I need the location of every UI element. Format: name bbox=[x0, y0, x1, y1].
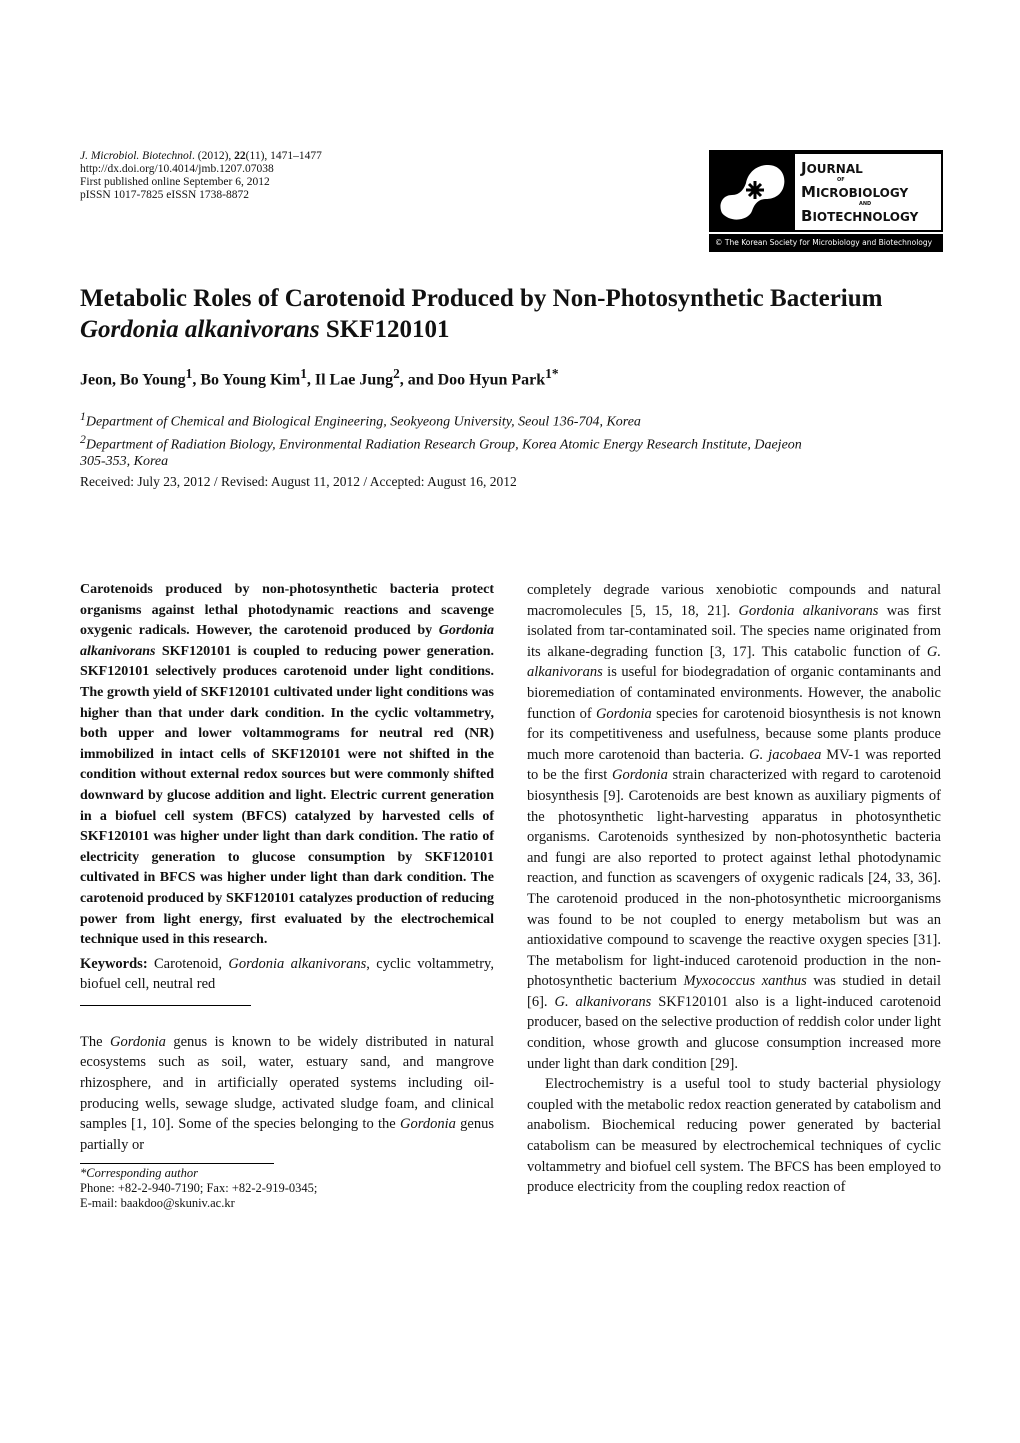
affiliations bbox=[80, 408, 950, 470]
email-link[interactable]: E-mail: baakdoo@skuniv.ac.kr bbox=[80, 1196, 235, 1211]
affiliation-2: $^2$Department of Radiation Biology, Environmental Radiation Research Group, Korea Atomic Energy Research Institute, Daejeon bbox=[80, 432, 802, 453]
electrochemistry-paragraph: Electrochemistry is a useful tool to study bacterial physiology coupled with the metabolic redox reaction generated by catabolism and anabolism. Biochemical reducing power generated by bacterial catabolism can be measured by electrochemical techniques of cyclic voltammetry and biofuel cell system. The BFCS has been employed to produce electricity from the coupling redox reaction of bbox=[527, 1076, 941, 1196]
citation-line: J. Microbiol. Biotechnol. (2012), 22(11), 1471–1477 bbox=[80, 150, 322, 162]
paper-title: Metabolic Roles of Carotenoid Produced by Non-Photosynthetic Bacterium Gordonia alkanivorans SKF120101 bbox=[80, 285, 883, 343]
logo-main-panel bbox=[709, 150, 943, 232]
section-divider bbox=[80, 1005, 251, 1006]
corresponding-author-footnote: *Corresponding author Phone: +82-2-940-7190; Fax: +82-2-919-0345; E-mail: baakdoo@skuniv.ac.kr bbox=[80, 1166, 494, 1211]
intro-paragraph: The Gordonia genus is known to be widely distributed in natural ecosystems such as soil, water, estuary sand, and mangrove rhizosphere, and in artificially operated systems including oil-producing wells, sewage sludge, activated sludge foam, and clinical samples [1, 10]. Some of the species belonging to the Gordonia genus partially or bbox=[80, 1033, 494, 1153]
citation-block bbox=[80, 150, 322, 202]
affiliation-1: $^1$Department of Chemical and Biological Engineering, Seokyeong University, Seoul 136-704, Korea bbox=[80, 410, 641, 430]
left-column bbox=[80, 580, 494, 1211]
logo-wordmark: JOURNAL OF MICROBIOLOGY AND BIOTECHNOLOGY bbox=[795, 154, 941, 230]
author-list: Jeon, Bo Young$^1$, Bo Young Kim$^1$, Il Lae Jung$^2$, and Doo Hyun Park$^{1*}$ bbox=[80, 366, 559, 389]
doi-link[interactable]: http://dx.doi.org/10.4014/jmb.1207.07038 bbox=[80, 163, 274, 175]
microbe-emblem-icon bbox=[714, 155, 794, 227]
keywords: Keywords: Carotenoid, Gordonia alkanivorans, cyclic voltammetry, biofuel cell, neutral red bbox=[80, 955, 494, 993]
species-name: Gordonia alkanivorans bbox=[80, 316, 320, 343]
journal-logo bbox=[709, 150, 943, 252]
received-dates: Received: July 23, 2012 / Revised: August 11, 2012 / Accepted: August 16, 2012 bbox=[80, 474, 517, 489]
abstract: Carotenoids produced by non-photosynthetic bacteria protect organisms against lethal photodynamic reactions and scavenge oxygenic radicals. However, the carotenoid produced by Gordonia alkanivorans SKF120101 is coupled to reducing power generation. SKF120101 selectively produces carotenoid under light conditions. The growth yield of SKF120101 cultivated under light conditions was higher than that under dark condition. In the cyclic voltammetry, both upper and lower voltammograms for neutral red (NR) immobilized in intact cells of SKF120101 were not shifted in the condition without external redox sources but were commonly shifted downward by glucose addition and light. Electric current generation in a biofuel cell system (BFCS) catalyzed by harvested cells of SKF120101 was higher under light than dark condition. The ratio of electricity generation to glucose consumption by SKF120101 cultivated in BFCS was higher under light than dark condition. The carotenoid produced by SKF120101 catalyzes production of reducing power from light energy, first evaluated by the electrochemical technique used in this research. bbox=[80, 582, 494, 948]
affiliation-2-cont: 305-353, Korea bbox=[80, 454, 169, 470]
intro-paragraph-continued: completely degrade various xenobiotic compounds and natural macromolecules [5, 15, 18, 21]. Gordonia alkanivorans was first isolated from tar-contaminated soil. The species name originated from its alkane-degrading function [3, 17]. This catabolic function of G. alkanivorans is useful for biodegradation of organic contaminants and bioremediation of contaminated environments. However, the anabolic function of Gordonia species for carotenoid biosynthesis is not known for its competitiveness and usefulness, because some plants produce much more carotenoid than bacteria. G. jacobaea MV-1 was reported to be the first Gordonia strain characterized with regard to carotenoid biosynthesis [9]. Carotenoids are best known as auxiliary pigments of the photosynthetic light-harvesting apparatus in photosynthetic organisms. Carotenoids synthesized by non-photosynthetic bacteria and fungi are also reported to protect against lethal photodynamic reaction, and function as scavengers of oxygenic radicals [24, 33, 36]. The carotenoid produced in the non-photosynthetic microorganisms was found to be not coupled to energy metabolism but was an antioxidative compound to scavenge the reactive oxygen species [31]. The metabolism for light-induced carotenoid production in the non-photosynthetic bacterium Myxococcus xanthus was studied in detail [6]. G. alkanivorans SKF120101 also is a light-induced carotenoid producer, based on the selective production of reddish color under light condition, whose growth and glucose consumption increased more under light than dark condition [29]. bbox=[527, 582, 942, 1072]
logo-copyright: © The Korean Society for Microbiology and Biotechnology bbox=[709, 234, 943, 252]
footnote-divider bbox=[80, 1163, 274, 1164]
volume: 22 bbox=[234, 150, 246, 162]
journal-name: J. Microbiol. Biotechnol bbox=[80, 150, 192, 162]
issn: pISSN 1017-7825 eISSN 1738-8872 bbox=[80, 189, 249, 201]
right-column bbox=[527, 580, 941, 1198]
published-date: First published online September 6, 2012 bbox=[80, 176, 270, 188]
